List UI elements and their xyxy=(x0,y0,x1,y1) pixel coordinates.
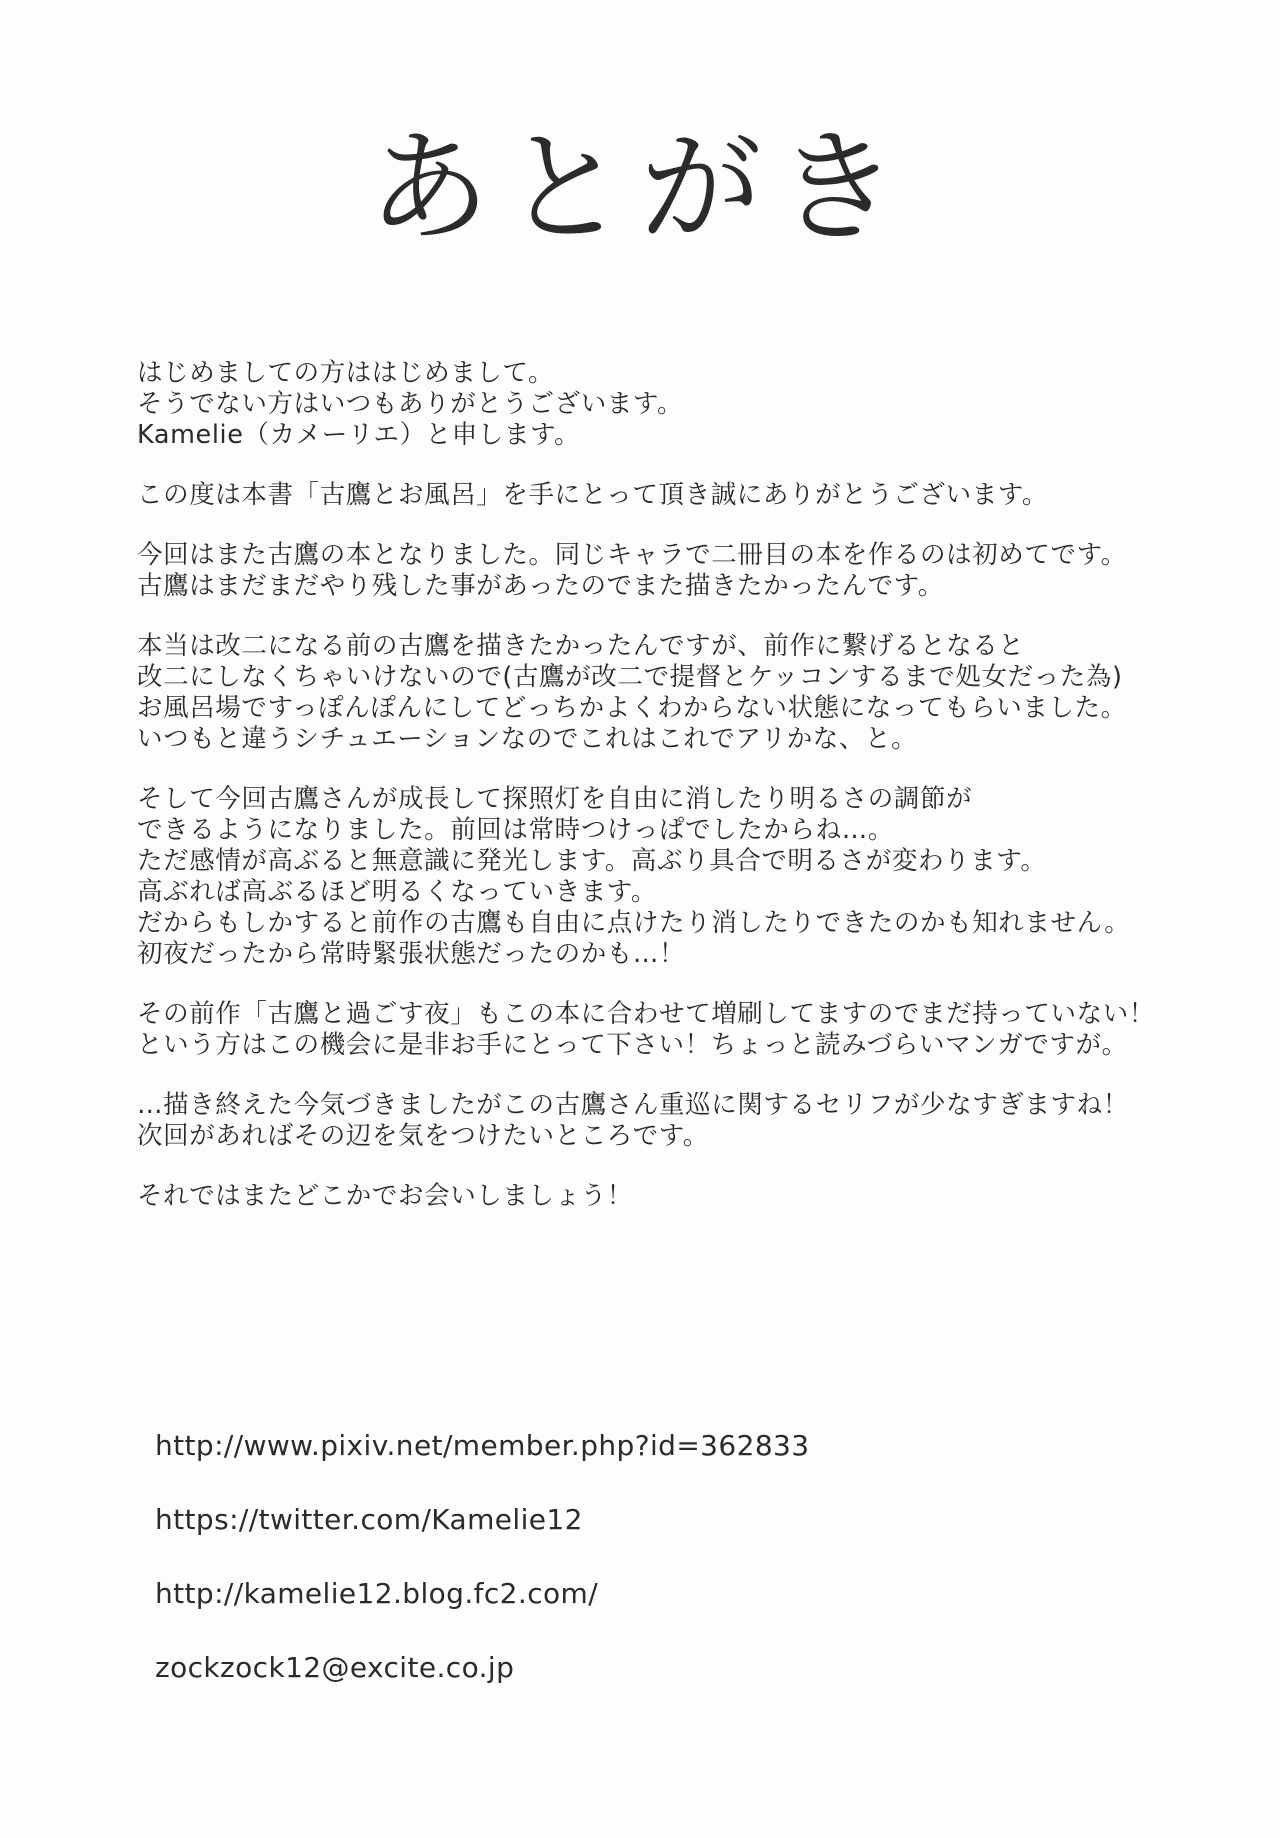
text-line: それではまたどこかでお会いしましょう！ xyxy=(137,1181,633,1211)
twitter-link[interactable]: https://twitter.com/Kamelie12 xyxy=(155,1503,583,1536)
email-link[interactable]: zockzock12@excite.co.jp xyxy=(155,1651,515,1684)
paragraph xyxy=(137,784,1247,970)
page-title: あとがき xyxy=(368,117,912,259)
text-line: はじめましての方ははじめまして。 xyxy=(137,358,555,388)
afterword-body xyxy=(137,358,1247,1241)
paragraph xyxy=(137,1090,1247,1152)
text-line: そして今回古鷹さんが成長して探照灯を自由に消したり明るさの調節が xyxy=(137,784,973,814)
text-line: ただ感情が高ぶると無意識に発光します。高ぶり具合で明るさが変わります。 xyxy=(137,846,1047,876)
text-line: いつもと違うシチュエーションなのでこれはこれでアリかな、と。 xyxy=(137,724,918,754)
blog-link[interactable]: http://kamelie12.blog.fc2.com/ xyxy=(155,1577,599,1610)
paragraph xyxy=(137,1181,1247,1212)
text-line: お風呂場ですっぽんぽんにしてどっちかよくわからない状態になってもらいました。 xyxy=(137,693,1127,723)
paragraph xyxy=(137,540,1247,602)
text-line: 改二にしなくちゃいけないので(古鷹が改二で提督とケッコンするまで処女だった為) xyxy=(137,662,1123,692)
pixiv-link[interactable]: http://www.pixiv.net/member.php?id=362833 xyxy=(155,1429,810,1462)
text-line: 古鷹はまだまだやり残した事があったのでまた描きたかったんです。 xyxy=(137,571,944,601)
text-line: Kamelie（カメーリエ）と申します。 xyxy=(137,420,581,450)
text-line: そうでない方はいつもありがとうございます。 xyxy=(137,389,684,419)
text-line: その前作「古鷹と過ごす夜」もこの本に合わせて増刷してますのでまだ持っていない！ xyxy=(137,999,1155,1029)
text-line: …描き終えた今気づきましたがこの古鷹さん重巡に関するセリフが少なすぎますね！ xyxy=(137,1090,1129,1120)
text-line: 初夜だったから常時緊張状態だったのかも…！ xyxy=(137,939,686,969)
text-line: だからもしかすると前作の古鷹も自由に点けたり消したりできたのかも知れません。 xyxy=(137,908,1131,938)
text-line: 本当は改二になる前の古鷹を描きたかったんですが、前作に繋げるとなると xyxy=(137,631,1025,661)
paragraph xyxy=(137,480,1247,511)
text-line: 今回はまた古鷹の本となりました。同じキャラで二冊目の本を作るのは初めてです。 xyxy=(137,540,1127,570)
text-line: この度は本書「古鷹とお風呂」を手にとって頂き誠にありがとうございます。 xyxy=(137,480,1048,510)
paragraph xyxy=(137,358,1247,451)
text-line: 高ぶれば高ぶるほど明るくなっていきます。 xyxy=(137,877,657,907)
paragraph xyxy=(137,999,1247,1061)
contact-links xyxy=(155,1428,1055,1724)
text-line: という方はこの機会に是非お手にとって下さい！ちょっと読みづらいマンガですが。 xyxy=(137,1030,1128,1060)
text-line: できるようになりました。前回は常時つけっぱでしたからね…。 xyxy=(137,815,894,845)
text-line: 次回があればその辺を気をつけたいところです。 xyxy=(137,1121,709,1151)
paragraph xyxy=(137,631,1247,755)
